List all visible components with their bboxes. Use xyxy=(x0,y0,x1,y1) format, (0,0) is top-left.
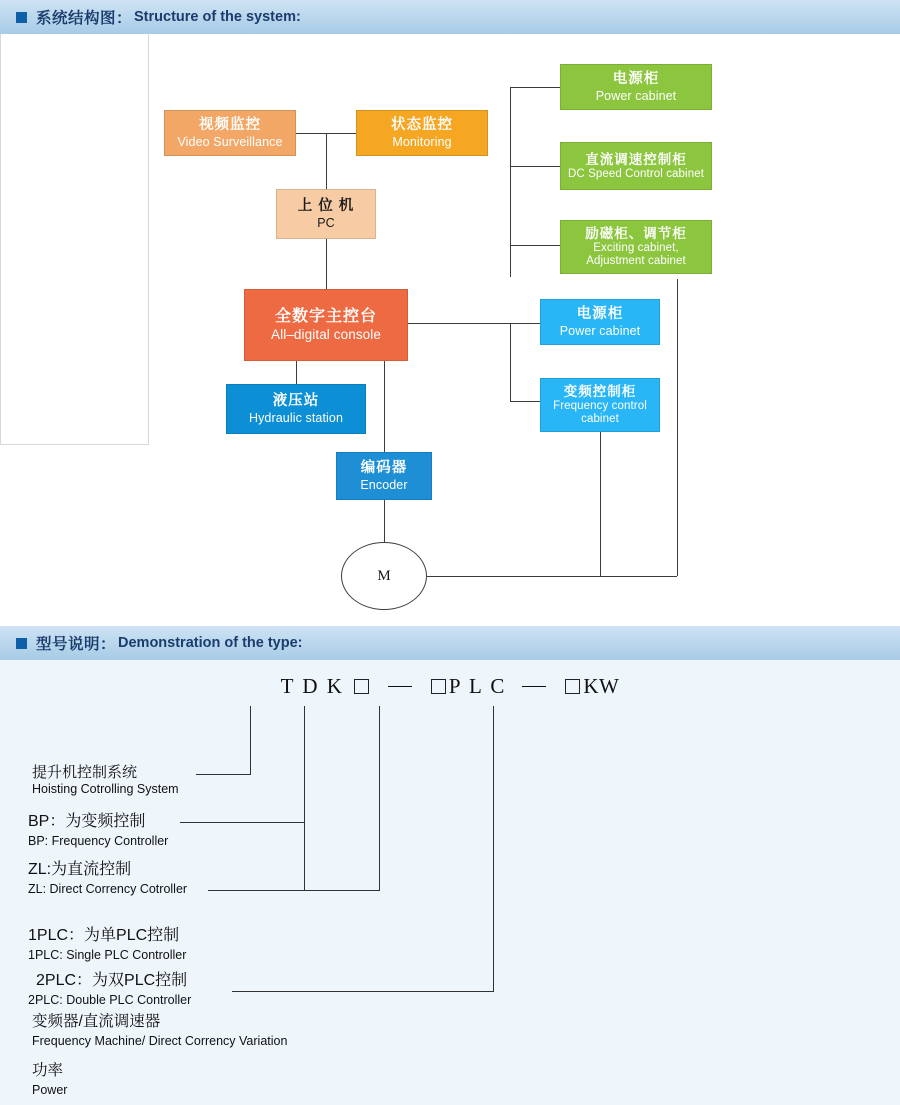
legend-5-cn: 变频器/直流调速器 xyxy=(32,1013,161,1030)
legend-item-3 xyxy=(28,922,186,962)
leader-2-v xyxy=(304,706,305,822)
node-video-surveillance xyxy=(164,110,296,156)
node-power-cabinet-mid xyxy=(540,299,660,345)
section-title-type-en: Demonstration of the type: xyxy=(118,635,303,651)
node-pc-en: PC xyxy=(317,215,335,230)
section-header-structure xyxy=(0,0,900,34)
type-code-kw: KW xyxy=(583,674,620,698)
type-code-box-1 xyxy=(354,679,369,694)
node-console-cn: 全数字主控台 xyxy=(274,307,377,325)
leader-2-h xyxy=(180,822,305,823)
node-exciting-en: Exciting cabinet, Adjustment cabinet xyxy=(586,242,686,268)
node-monitoring-en: Monitoring xyxy=(392,134,452,149)
node-dc-speed-control-cabinet xyxy=(560,142,712,190)
link-console-encoder xyxy=(384,361,385,457)
legend-3-cn: 1PLC：为单PLC控制 xyxy=(28,927,180,944)
type-code-dash-2 xyxy=(522,686,546,688)
node-power-mid-en: Power cabinet xyxy=(559,323,641,338)
legend-6-cn: 功率 xyxy=(32,1062,64,1079)
legend-1-cn: BP：为变频控制 xyxy=(28,813,146,830)
link-bus-exciting xyxy=(510,245,560,246)
guide-line-left xyxy=(0,34,1,444)
node-dc-speed-cn: 直流调速控制柜 xyxy=(585,151,687,167)
node-exciting-adjustment-cabinet xyxy=(560,220,712,274)
node-monitoring xyxy=(356,110,488,156)
legend-2-cn: ZL:为直流控制 xyxy=(28,861,132,878)
node-frequency-en: Frequency control cabinet xyxy=(553,400,647,426)
node-power-top-en: Power cabinet xyxy=(595,88,677,103)
guide-line-inner xyxy=(148,34,149,445)
node-dc-speed-en: DC Speed Control cabinet xyxy=(567,167,704,180)
node-encoder-en: Encoder xyxy=(360,477,408,492)
link-pc-console xyxy=(326,239,327,289)
link-bus-dc-speed xyxy=(510,166,560,167)
legend-4-en: 2PLC: Double PLC Controller xyxy=(28,993,192,1007)
legend-item-6 xyxy=(32,1058,67,1097)
section-title-en: Structure of the system: xyxy=(134,9,301,25)
link-bus-frequency xyxy=(510,401,540,402)
leader-3-h xyxy=(208,890,305,891)
node-encoder xyxy=(336,452,432,500)
legend-item-0 xyxy=(32,761,179,796)
legend-item-4 xyxy=(28,967,192,1007)
legend-6-en: Power xyxy=(32,1083,68,1097)
legend-4-cn: 2PLC：为双PLC控制 xyxy=(36,972,188,989)
node-console-en: All–digital console xyxy=(271,326,381,342)
bus-blue-vertical xyxy=(510,323,511,401)
legend-5-en: Frequency Machine/ Direct Corrency Variation xyxy=(32,1034,288,1048)
type-code-prefix: T D K xyxy=(280,674,344,698)
leader-1-v xyxy=(250,706,251,774)
section-title-type-cn: 型号说明： xyxy=(36,636,117,653)
bus-right-vertical xyxy=(677,279,678,576)
node-hydraulic-en: Hydraulic station xyxy=(248,410,344,425)
node-pc-cn: 上 位 机 xyxy=(297,198,355,215)
node-video-cn: 视频监控 xyxy=(199,117,261,134)
leader-5-h xyxy=(232,991,494,992)
type-code-plc: P L C xyxy=(448,674,507,698)
node-pc xyxy=(276,189,376,239)
legend-0-cn: 提升机控制系统 xyxy=(32,764,138,781)
type-code-box-2 xyxy=(431,679,446,694)
link-motor-right-bus xyxy=(427,576,677,577)
node-frequency-cn: 变频控制柜 xyxy=(563,384,637,400)
node-exciting-cn: 励磁柜、调节柜 xyxy=(585,226,687,242)
link-to-pc xyxy=(326,133,327,189)
system-structure-diagram xyxy=(0,34,900,622)
legend-0-en: Hoisting Cotrolling System xyxy=(32,782,179,796)
node-video-en: Video Surveillance xyxy=(177,134,283,149)
leader-4-h xyxy=(304,890,380,891)
node-power-mid-cn: 电源柜 xyxy=(576,306,624,323)
legend-3-en: 1PLC: Single PLC Controller xyxy=(28,948,187,962)
link-frequency-motor xyxy=(600,432,601,576)
node-power-cabinet-top xyxy=(560,64,712,110)
node-power-top-cn: 电源柜 xyxy=(612,71,660,88)
node-encoder-cn: 编码器 xyxy=(360,460,408,477)
node-all-digital-console xyxy=(244,289,408,361)
node-hydraulic-cn: 液压站 xyxy=(272,393,320,410)
link-bus-power-top xyxy=(510,87,560,88)
leader-1-h xyxy=(196,774,251,775)
legend-2-en: ZL: Direct Corrency Cotroller xyxy=(28,882,188,896)
node-motor xyxy=(341,542,427,610)
guide-line-bottom xyxy=(0,444,148,445)
type-code-box-3 xyxy=(565,679,580,694)
type-code-dash-1 xyxy=(388,686,412,688)
leader-4-v xyxy=(379,706,380,890)
leader-5-v xyxy=(493,706,494,991)
motor-label: M xyxy=(377,567,391,584)
bus-green-vertical xyxy=(510,87,511,277)
node-monitoring-cn: 状态监控 xyxy=(391,117,453,134)
section-header-type xyxy=(0,626,900,660)
legend-1-en: BP: Frequency Controller xyxy=(28,834,169,848)
link-console-hydraulic xyxy=(296,361,297,384)
legend-item-2 xyxy=(28,856,187,896)
legend-item-1 xyxy=(28,808,168,848)
node-hydraulic-station xyxy=(226,384,366,434)
node-frequency-control-cabinet xyxy=(540,378,660,432)
section-title-cn: 系统结构图： xyxy=(36,10,133,27)
legend-item-5 xyxy=(32,1009,287,1048)
link-console-power-mid xyxy=(408,323,540,324)
bullet-square-icon xyxy=(16,12,27,23)
bullet-square-icon-2 xyxy=(16,638,27,649)
leader-3-v xyxy=(304,822,305,890)
type-demonstration xyxy=(0,660,900,1105)
type-code-row xyxy=(0,674,900,699)
